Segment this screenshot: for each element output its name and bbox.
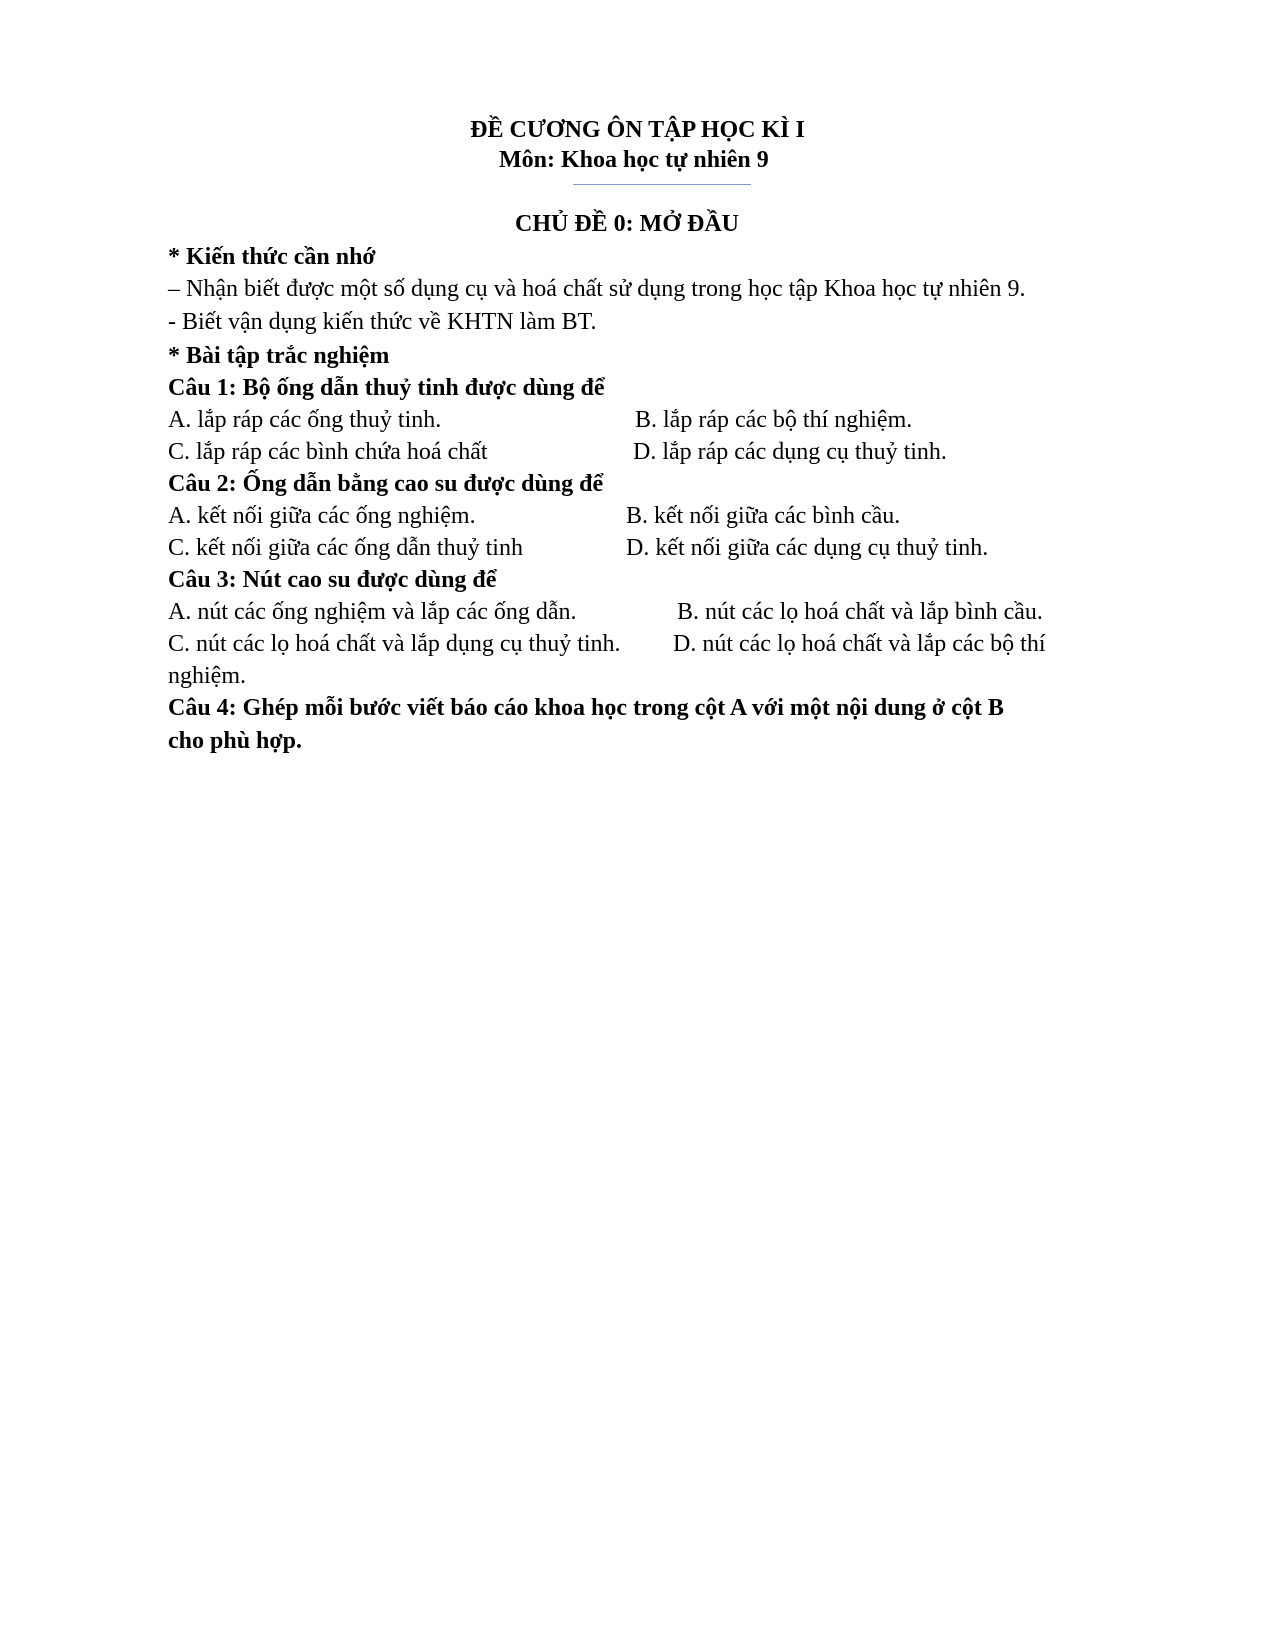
question-1-option-b: B. lắp ráp các bộ thí nghiệm. [635, 407, 913, 433]
question-4-title: Câu 4: Ghép mỗi bước viết báo cáo khoa học trong cột A với một nội dung ở cột B [168, 695, 1004, 721]
question-3-option-c: C. nút các lọ hoá chất và lắp dụng cụ thuỷ tinh. [168, 631, 621, 657]
question-1-option-a: A. lắp ráp các ống thuỷ tinh. [168, 407, 442, 433]
question-3-option-a: A. nút các ống nghiệm và lắp các ống dẫn. [168, 599, 577, 625]
question-2-option-a: A. kết nối giữa các ống nghiệm. [168, 503, 476, 529]
question-2-option-d: D. kết nối giữa các dụng cụ thuỷ tinh. [626, 535, 989, 561]
knowledge-item-2: - Biết vận dụng kiến thức về KHTN làm BT. [168, 309, 597, 335]
knowledge-item-1: – Nhận biết được một số dụng cụ và hoá chất sử dụng trong học tập Khoa học tự nhiên 9. [168, 276, 1026, 302]
topic-heading: CHỦ ĐỀ 0: MỞ ĐẦU [515, 211, 739, 237]
question-3-option-d-continued: nghiệm. [168, 663, 246, 689]
question-2-title: Câu 2: Ống dẫn bằng cao su được dùng để [168, 471, 604, 497]
question-1-option-d: D. lắp ráp các dụng cụ thuỷ tinh. [633, 439, 947, 465]
question-3-option-b: B. nút các lọ hoá chất và lắp bình cầu. [677, 599, 1043, 625]
exercises-heading: * Bài tập trắc nghiệm [168, 343, 390, 369]
document-title: ĐỀ CƯƠNG ÔN TẬP HỌC KÌ I [470, 117, 805, 143]
question-3-title: Câu 3: Nút cao su được dùng để [168, 567, 497, 593]
question-3-option-d: D. nút các lọ hoá chất và lắp các bộ thí [673, 631, 1046, 657]
question-4-title-continued: cho phù hợp. [168, 728, 303, 754]
question-1-option-c: C. lắp ráp các bình chứa hoá chất [168, 439, 488, 465]
question-1-title: Câu 1: Bộ ống dẫn thuỷ tinh được dùng để [168, 375, 605, 401]
question-2-option-b: B. kết nối giữa các bình cầu. [626, 503, 901, 529]
question-2-option-c: C. kết nối giữa các ống dẫn thuỷ tinh [168, 535, 523, 561]
knowledge-heading: * Kiến thức cần nhớ [168, 244, 376, 270]
subject-line: Môn: Khoa học tự nhiên 9 [499, 147, 769, 173]
subject-underline [573, 184, 751, 185]
